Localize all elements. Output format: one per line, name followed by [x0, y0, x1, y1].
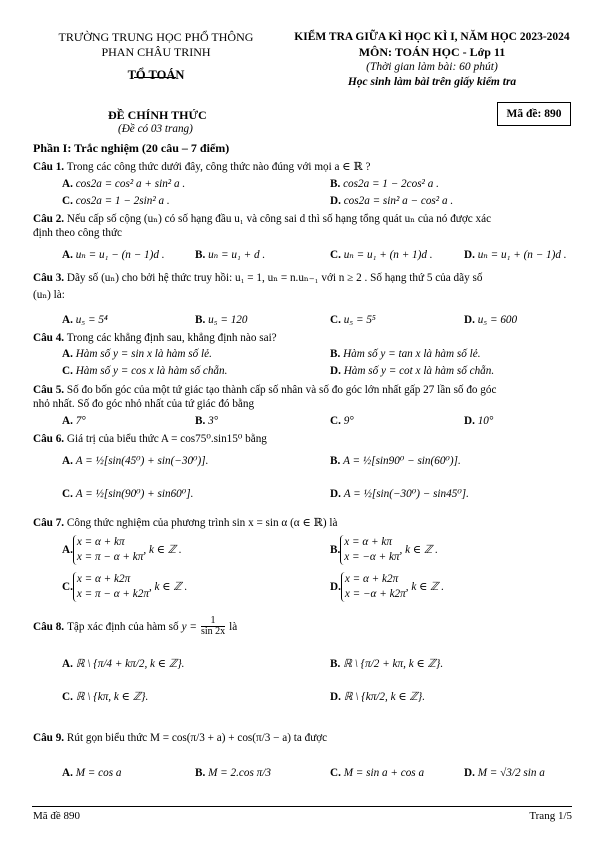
q7-a-tail: , k ∈ ℤ . — [143, 544, 182, 556]
option-text: 9° — [343, 415, 354, 427]
school-line2: PHAN CHÂU TRINH — [101, 45, 211, 59]
option-letter: A. — [62, 348, 76, 360]
q5-label: Câu 5. — [33, 384, 65, 396]
footer-exam-code: Mã đề 890 — [33, 810, 81, 822]
option-text: Hàm số y = cot x là hàm số chẵn. — [343, 365, 495, 377]
option-letter: B. — [195, 415, 209, 427]
option-letter: A. — [62, 249, 76, 261]
option-text: uₙ = u₁ + d . — [208, 249, 266, 261]
option-letter: A. — [62, 455, 76, 467]
option-text: ℝ \ {π/4 + kπ/2, k ∈ ℤ}. — [75, 658, 185, 670]
option-text: uₙ = u₁ + (n − 1)d . — [477, 249, 567, 261]
q8-option-c[interactable] — [62, 690, 148, 704]
q7-option-d[interactable] — [330, 572, 444, 602]
q1-text: Trong các công thức dưới đây, công thức nào đúng với mọi a ∈ ℝ ? — [66, 161, 371, 173]
option-letter: B. — [195, 314, 209, 326]
q7-text: Công thức nghiệm của phương trình sin x = sin α (α ∈ ℝ) là — [66, 517, 338, 529]
option-text: A = ½[sin(−30⁰) − sin45⁰]. — [343, 488, 469, 500]
q7-d-tail: , k ∈ ℤ . — [405, 581, 445, 593]
exam-title: KIỂM TRA GIỮA KÌ HỌC KÌ I, NĂM HỌC 2023-2024 — [294, 31, 570, 43]
q7-b-line2: x = −α + kπ — [344, 551, 400, 563]
q8-fraction — [201, 616, 225, 637]
option-text: Hàm số y = cos x là hàm số chẵn. — [75, 365, 228, 377]
q2-option-d[interactable] — [464, 248, 567, 262]
exam-code-box: Mã đề: 890 — [497, 102, 571, 126]
q3-label: Câu 3. — [33, 272, 65, 284]
option-text: 10° — [477, 415, 494, 427]
option-text: A = ½[sin(45⁰) + sin(−30⁰)]. — [75, 455, 209, 467]
q6-option-a[interactable] — [62, 454, 208, 468]
q8-option-d[interactable] — [330, 690, 425, 704]
q8-fn-lhs: y = — [181, 620, 197, 633]
q7-a-letter: A. — [62, 544, 73, 556]
question-9 — [33, 731, 573, 745]
option-text: uₙ = u₁ − (n − 1)d . — [75, 249, 165, 261]
q9-label: Câu 9. — [33, 732, 65, 744]
q3-text: Dãy số (uₙ) cho bởi hệ thức truy hồi: u₁ = 1, uₙ = n.uₙ₋₁ với n ≥ 2 . Số hạng thứ 5 của dãy số — [66, 272, 483, 284]
option-text: A = ½[sin90⁰ − sin(60⁰)]. — [343, 455, 461, 467]
question-5 — [33, 383, 573, 411]
q2-option-c[interactable] — [330, 248, 433, 262]
option-text: cos2a = 1 − 2sin² a . — [75, 195, 170, 207]
option-letter: A. — [62, 314, 76, 326]
q3-option-d[interactable] — [464, 313, 517, 327]
option-letter: D. — [464, 314, 478, 326]
q2-option-b[interactable] — [195, 248, 265, 262]
option-letter: C. — [330, 249, 344, 261]
option-letter: A. — [62, 178, 76, 190]
option-letter: D. — [464, 415, 478, 427]
q8-option-a[interactable] — [62, 657, 184, 671]
q6-option-c[interactable] — [62, 487, 193, 501]
q3-text2: (uₙ) là: — [33, 289, 65, 301]
official-label: ĐỀ CHÍNH THỨC — [108, 108, 207, 122]
option-letter: B. — [195, 249, 209, 261]
school-header — [32, 30, 280, 83]
question-6 — [33, 432, 573, 446]
q5-option-d[interactable] — [464, 414, 493, 428]
q5-text2: nhỏ nhất. Số đo góc nhỏ nhất của tứ giác đó bằng — [33, 398, 255, 410]
option-letter: B. — [330, 658, 344, 670]
q3-option-b[interactable] — [195, 313, 247, 327]
department: TỔ TOÁN — [127, 68, 185, 82]
q9-option-a[interactable] — [62, 766, 121, 780]
q5-option-a[interactable] — [62, 414, 86, 428]
question-8 — [33, 616, 573, 637]
q3-option-a[interactable] — [62, 313, 108, 327]
question-2 — [33, 212, 573, 240]
option-text: ℝ \ {kπ, k ∈ ℤ}. — [75, 691, 149, 703]
option-text: uₙ = u₁ + (n + 1)d . — [343, 249, 433, 261]
option-letter: A. — [62, 658, 76, 670]
option-text: A = ½[sin(90⁰) + sin60⁰]. — [75, 488, 194, 500]
q2-option-a[interactable] — [62, 248, 165, 262]
q1-option-a[interactable] — [62, 177, 185, 191]
q1-label: Câu 1. — [33, 161, 65, 173]
option-letter: A. — [62, 767, 76, 779]
question-1 — [33, 160, 573, 174]
q1-option-b[interactable] — [330, 177, 439, 191]
option-letter: D. — [330, 195, 344, 207]
q6-text: Giá trị của biểu thức A = cos75⁰.sin15⁰ bằng — [66, 433, 267, 445]
option-text: u₅ = 600 — [477, 314, 518, 326]
option-text: M = 2.cos π/3 — [208, 767, 271, 779]
option-text: M = cos a — [75, 767, 122, 779]
option-text: cos2a = 1 − 2cos² a . — [343, 178, 439, 190]
q7-option-c[interactable] — [62, 572, 187, 602]
q7-a-line1: x = α + kπ — [76, 536, 125, 548]
q7-d-line1: x = α + k2π — [344, 573, 399, 585]
option-text: M = sin a + cos a — [343, 767, 425, 779]
option-text: ℝ \ {kπ/2, k ∈ ℤ}. — [343, 691, 426, 703]
option-letter: B. — [330, 348, 344, 360]
q7-c-line1: x = α + k2π — [76, 573, 131, 585]
option-letter: D. — [330, 365, 344, 377]
q5-text: Số đo bốn góc của một tứ giác tạo thành cấp số nhân và số đo góc lớn nhất gấp 27 lần số đo góc — [66, 384, 497, 396]
q7-d-system — [341, 572, 406, 602]
q4-option-a[interactable] — [62, 347, 212, 361]
q1-option-d[interactable] — [330, 194, 453, 208]
option-text: Hàm số y = sin x là hàm số lẻ. — [75, 348, 212, 360]
q8-fn-num: 1 — [201, 616, 225, 627]
q9-option-b[interactable] — [195, 766, 271, 780]
q7-b-system — [340, 535, 399, 565]
option-text: 7° — [75, 415, 86, 427]
option-letter: C. — [330, 314, 344, 326]
footer-page-number: Trang 1/5 — [529, 810, 572, 822]
q6-option-b[interactable] — [330, 454, 461, 468]
q7-c-line2: x = π − α + k2π — [76, 588, 149, 600]
q6-option-d[interactable] — [330, 487, 469, 501]
q9-text: Rút gọn biểu thức M = cos(π/3 + a) + cos(π/3 − a) ta được — [66, 732, 328, 744]
option-letter: C. — [62, 488, 76, 500]
q8-option-b[interactable] — [330, 657, 443, 671]
q6-label: Câu 6. — [33, 433, 65, 445]
question-4 — [33, 331, 573, 345]
q7-a-system — [73, 535, 143, 565]
exam-instruction: Học sinh làm bài trên giấy kiểm tra — [347, 76, 517, 88]
option-letter: D. — [464, 249, 478, 261]
option-letter: B. — [330, 178, 344, 190]
q7-c-system — [73, 572, 149, 602]
q7-b-tail: , k ∈ ℤ . — [399, 544, 438, 556]
q8-label: Câu 8. — [33, 620, 65, 633]
footer-divider — [32, 806, 572, 807]
option-letter: D. — [330, 488, 344, 500]
option-letter: C. — [62, 691, 76, 703]
option-text: ℝ \ {π/2 + kπ, k ∈ ℤ}. — [343, 658, 444, 670]
option-letter: C. — [330, 767, 344, 779]
q4-option-d[interactable] — [330, 364, 494, 378]
q4-option-b[interactable] — [330, 347, 481, 361]
option-text: cos2a = sin² a − cos² a . — [343, 195, 454, 207]
option-letter: D. — [464, 767, 478, 779]
q7-b-line1: x = α + kπ — [344, 536, 392, 548]
option-letter: D. — [330, 691, 344, 703]
q7-option-a[interactable] — [62, 535, 182, 565]
pages-note: (Đề có 03 trang) — [118, 123, 193, 135]
q4-label: Câu 4. — [33, 332, 65, 344]
option-letter: A. — [62, 415, 76, 427]
option-letter: C. — [330, 415, 344, 427]
option-letter: B. — [195, 767, 209, 779]
option-text: u₅ = 5⁴ — [75, 314, 108, 326]
option-text: 3° — [208, 415, 219, 427]
q5-option-b[interactable] — [195, 414, 218, 428]
option-text: Hàm số y = tan x là hàm số lẻ. — [343, 348, 481, 360]
q7-d-letter: D. — [330, 581, 341, 593]
question-3 — [33, 270, 573, 304]
option-text: cos2a = cos² a + sin² a . — [75, 178, 186, 190]
q5-option-c[interactable] — [330, 414, 354, 428]
exam-header — [292, 30, 572, 90]
q8-tail: là — [229, 620, 238, 633]
option-text: M = √3/2 sin a — [477, 767, 545, 779]
exam-duration: (Thời gian làm bài: 60 phút) — [366, 61, 498, 73]
q7-d-line2: x = −α + k2π — [344, 588, 406, 600]
q9-option-d[interactable] — [464, 766, 545, 780]
exam-subject: MÔN: TOÁN HỌC - Lớp 11 — [358, 45, 506, 59]
option-letter: B. — [330, 455, 344, 467]
school-line1: TRƯỜNG TRUNG HỌC PHỔ THÔNG — [58, 30, 254, 44]
option-letter: C. — [62, 195, 76, 207]
q2-text2: định theo công thức — [33, 227, 123, 239]
option-text: u₅ = 5⁵ — [343, 314, 376, 326]
q2-label: Câu 2. — [33, 213, 65, 225]
q9-option-c[interactable] — [330, 766, 424, 780]
q8-fn-den: sin 2x — [200, 626, 226, 637]
q4-text: Trong các khẳng định sau, khẳng định nào sai? — [66, 332, 277, 344]
question-7 — [33, 516, 573, 530]
q4-option-c[interactable] — [62, 364, 227, 378]
part1-title: Phần I: Trắc nghiệm (20 câu – 7 điểm) — [33, 141, 230, 155]
q7-c-tail: , k ∈ ℤ . — [148, 581, 188, 593]
option-letter: C. — [62, 365, 76, 377]
q7-option-b[interactable] — [330, 535, 438, 565]
q8-text: Tập xác định của hàm số — [67, 620, 179, 633]
q3-option-c[interactable] — [330, 313, 376, 327]
q1-option-c[interactable] — [62, 194, 170, 208]
q7-a-line2: x = π − α + kπ — [76, 551, 144, 563]
department-underline — [134, 77, 176, 78]
q7-c-letter: C. — [62, 581, 73, 593]
q2-text: Nếu cấp số cộng (uₙ) có số hạng đầu u₁ và công sai d thì số hạng tổng quát uₙ của nó được xác — [66, 213, 492, 225]
option-text: u₅ = 120 — [208, 314, 248, 326]
q7-label: Câu 7. — [33, 517, 65, 529]
q7-b-letter: B. — [330, 544, 341, 556]
